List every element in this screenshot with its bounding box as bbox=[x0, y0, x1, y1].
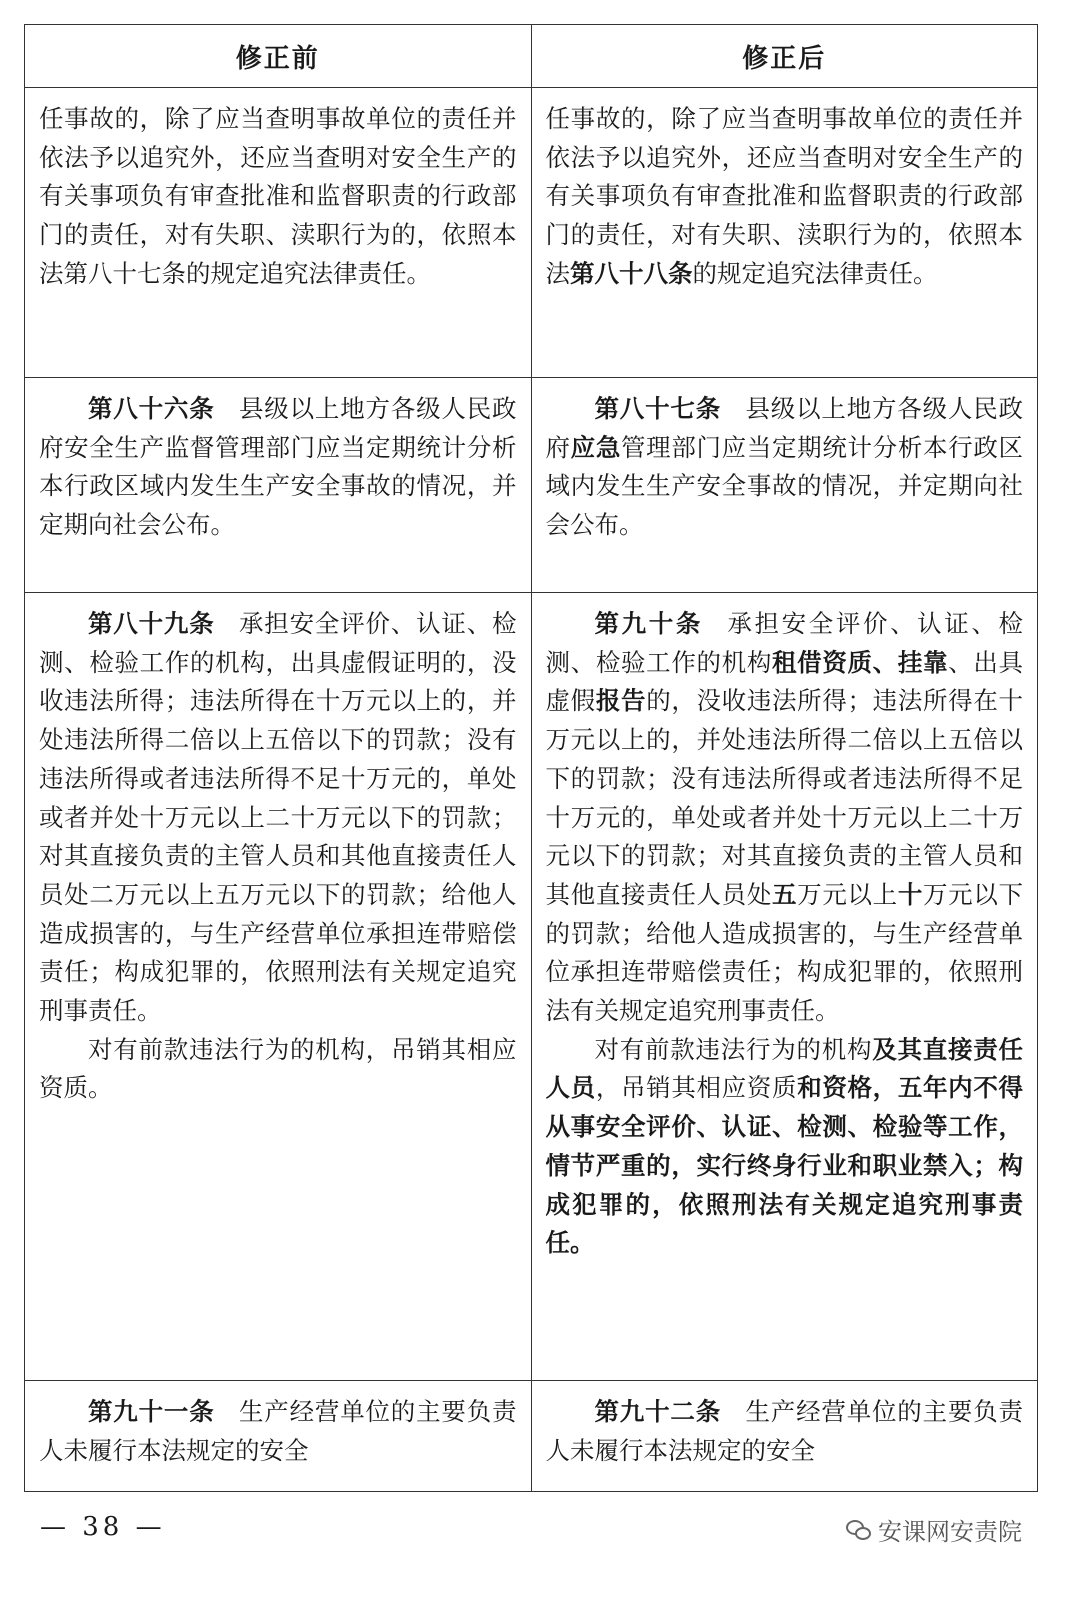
table-row bbox=[25, 88, 1038, 378]
cell-before bbox=[25, 1381, 532, 1492]
comparison-table bbox=[24, 24, 1038, 1492]
clause-text: 第八十九条 承担安全评价、认证、检测、检验工作的机构，出具虚假证明的，没收违法所得；违法所得在十万元以上的，并处违法所得二倍以上五倍以下的罚款；没有违法所得或者违法所得不足十万元的，单处或者并处十万元以上二十万元以下的罚款；对其直接负责的主管人员和其他直接责任人员处二万元以上五万元以下的罚款；给他人造成损害的，与生产经营单位承担连带赔偿责任；构成犯罪的，依照刑法有关规定追究刑事责任。 bbox=[39, 609, 517, 1026]
amended-text: 报告 bbox=[595, 686, 647, 716]
cell-before bbox=[25, 378, 532, 593]
wechat-icon bbox=[846, 1519, 872, 1541]
article-number: 第八十七条 bbox=[594, 394, 721, 423]
header-before: 修正前 bbox=[25, 25, 532, 88]
table-header-row bbox=[25, 25, 1038, 88]
cell-after bbox=[531, 88, 1038, 378]
article-number: 第九十条 bbox=[594, 609, 703, 638]
amended-text: 及其直接责任人员 bbox=[545, 1034, 1023, 1103]
amended-text: 和资格，五年内不得从事安全评价、认证、检测、检验等工作，情节严重的，实行终身行业和职业禁入；构成犯罪的，依照刑法有关规定追究刑事责任。 bbox=[545, 1073, 1024, 1258]
cell-after bbox=[531, 593, 1038, 1381]
article-number: 第八十九条 bbox=[88, 609, 215, 638]
clause-text: 第八十七条 县级以上地方各级人民政府应急管理部门应当定期统计分析本行政区域内发生生产安全事故的情况，并定期向社会公布。 bbox=[545, 394, 1024, 540]
clause-text: 任事故的，除了应当查明事故单位的责任并依法予以追究外，还应当查明对安全生产的有关事项负有审查批准和监督职责的行政部门的责任，对有失职、渎职行为的，依照本法第八十七条的规定追究法律责任。 bbox=[39, 104, 517, 288]
cell-after bbox=[531, 1381, 1038, 1492]
amended-text: 租借资质、挂靠 bbox=[772, 647, 949, 677]
page-number: — 38 — bbox=[40, 1512, 166, 1542]
table-row bbox=[25, 593, 1038, 1381]
brand-name: 安课网安责院 bbox=[878, 1518, 1022, 1546]
clause-paragraph-2: 对有前款违法行为的机构，吊销其相应资质。 bbox=[39, 1034, 517, 1103]
cell-before bbox=[25, 88, 532, 378]
article-number: 第九十一条 bbox=[88, 1397, 215, 1426]
amended-text: 五 bbox=[772, 879, 798, 909]
clause-text: 第八十六条 县级以上地方各级人民政府安全生产监督管理部门应当定期统计分析本行政区域内发生生产安全事故的情况，并定期向社会公布。 bbox=[39, 394, 517, 540]
source-watermark bbox=[846, 1512, 1022, 1547]
cell-before bbox=[25, 593, 532, 1381]
article-number: 第九十二条 bbox=[594, 1397, 721, 1426]
clause-paragraph-2: 对有前款违法行为的机构及其直接责任人员，吊销其相应资质和资格，五年内不得从事安全评价、认证、检测、检验等工作，情节严重的，实行终身行业和职业禁入；构成犯罪的，依照刑法有关规定追究刑事责任。 bbox=[545, 1034, 1024, 1258]
amended-text: 第八十八条 bbox=[570, 258, 693, 288]
amended-text: 应急 bbox=[570, 432, 622, 462]
article-number: 第八十六条 bbox=[88, 394, 215, 423]
table-row bbox=[25, 378, 1038, 593]
clause-text: 第九十条 承担安全评价、认证、检测、检验工作的机构租借资质、挂靠、出具虚假报告的，没收违法所得；违法所得在十万元以上的，并处违法所得二倍以上五倍以下的罚款；没有违法所得或者违法所得不足十万元的，单处或者并处十万元以上二十万元以下的罚款；对其直接负责的主管人员和其他直接责任人员处五万元以上十万元以下的罚款；给他人造成损害的，与生产经营单位承担连带赔偿责任；构成犯罪的，依照刑法有关规定追究刑事责任。 bbox=[545, 609, 1024, 1026]
clause-text: 第九十一条 生产经营单位的主要负责人未履行本法规定的安全 bbox=[39, 1397, 517, 1465]
table-row bbox=[25, 1381, 1038, 1492]
cell-after bbox=[531, 378, 1038, 593]
clause-text: 任事故的，除了应当查明事故单位的责任并依法予以追究外，还应当查明对安全生产的有关事项负有审查批准和监督职责的行政部门的责任，对有失职、渎职行为的，依照本法第八十八条的规定追究法律责任。 bbox=[545, 104, 1023, 288]
amended-text: 十 bbox=[897, 879, 924, 909]
clause-text: 第九十二条 生产经营单位的主要负责人未履行本法规定的安全 bbox=[545, 1397, 1023, 1465]
header-after: 修正后 bbox=[531, 25, 1038, 88]
